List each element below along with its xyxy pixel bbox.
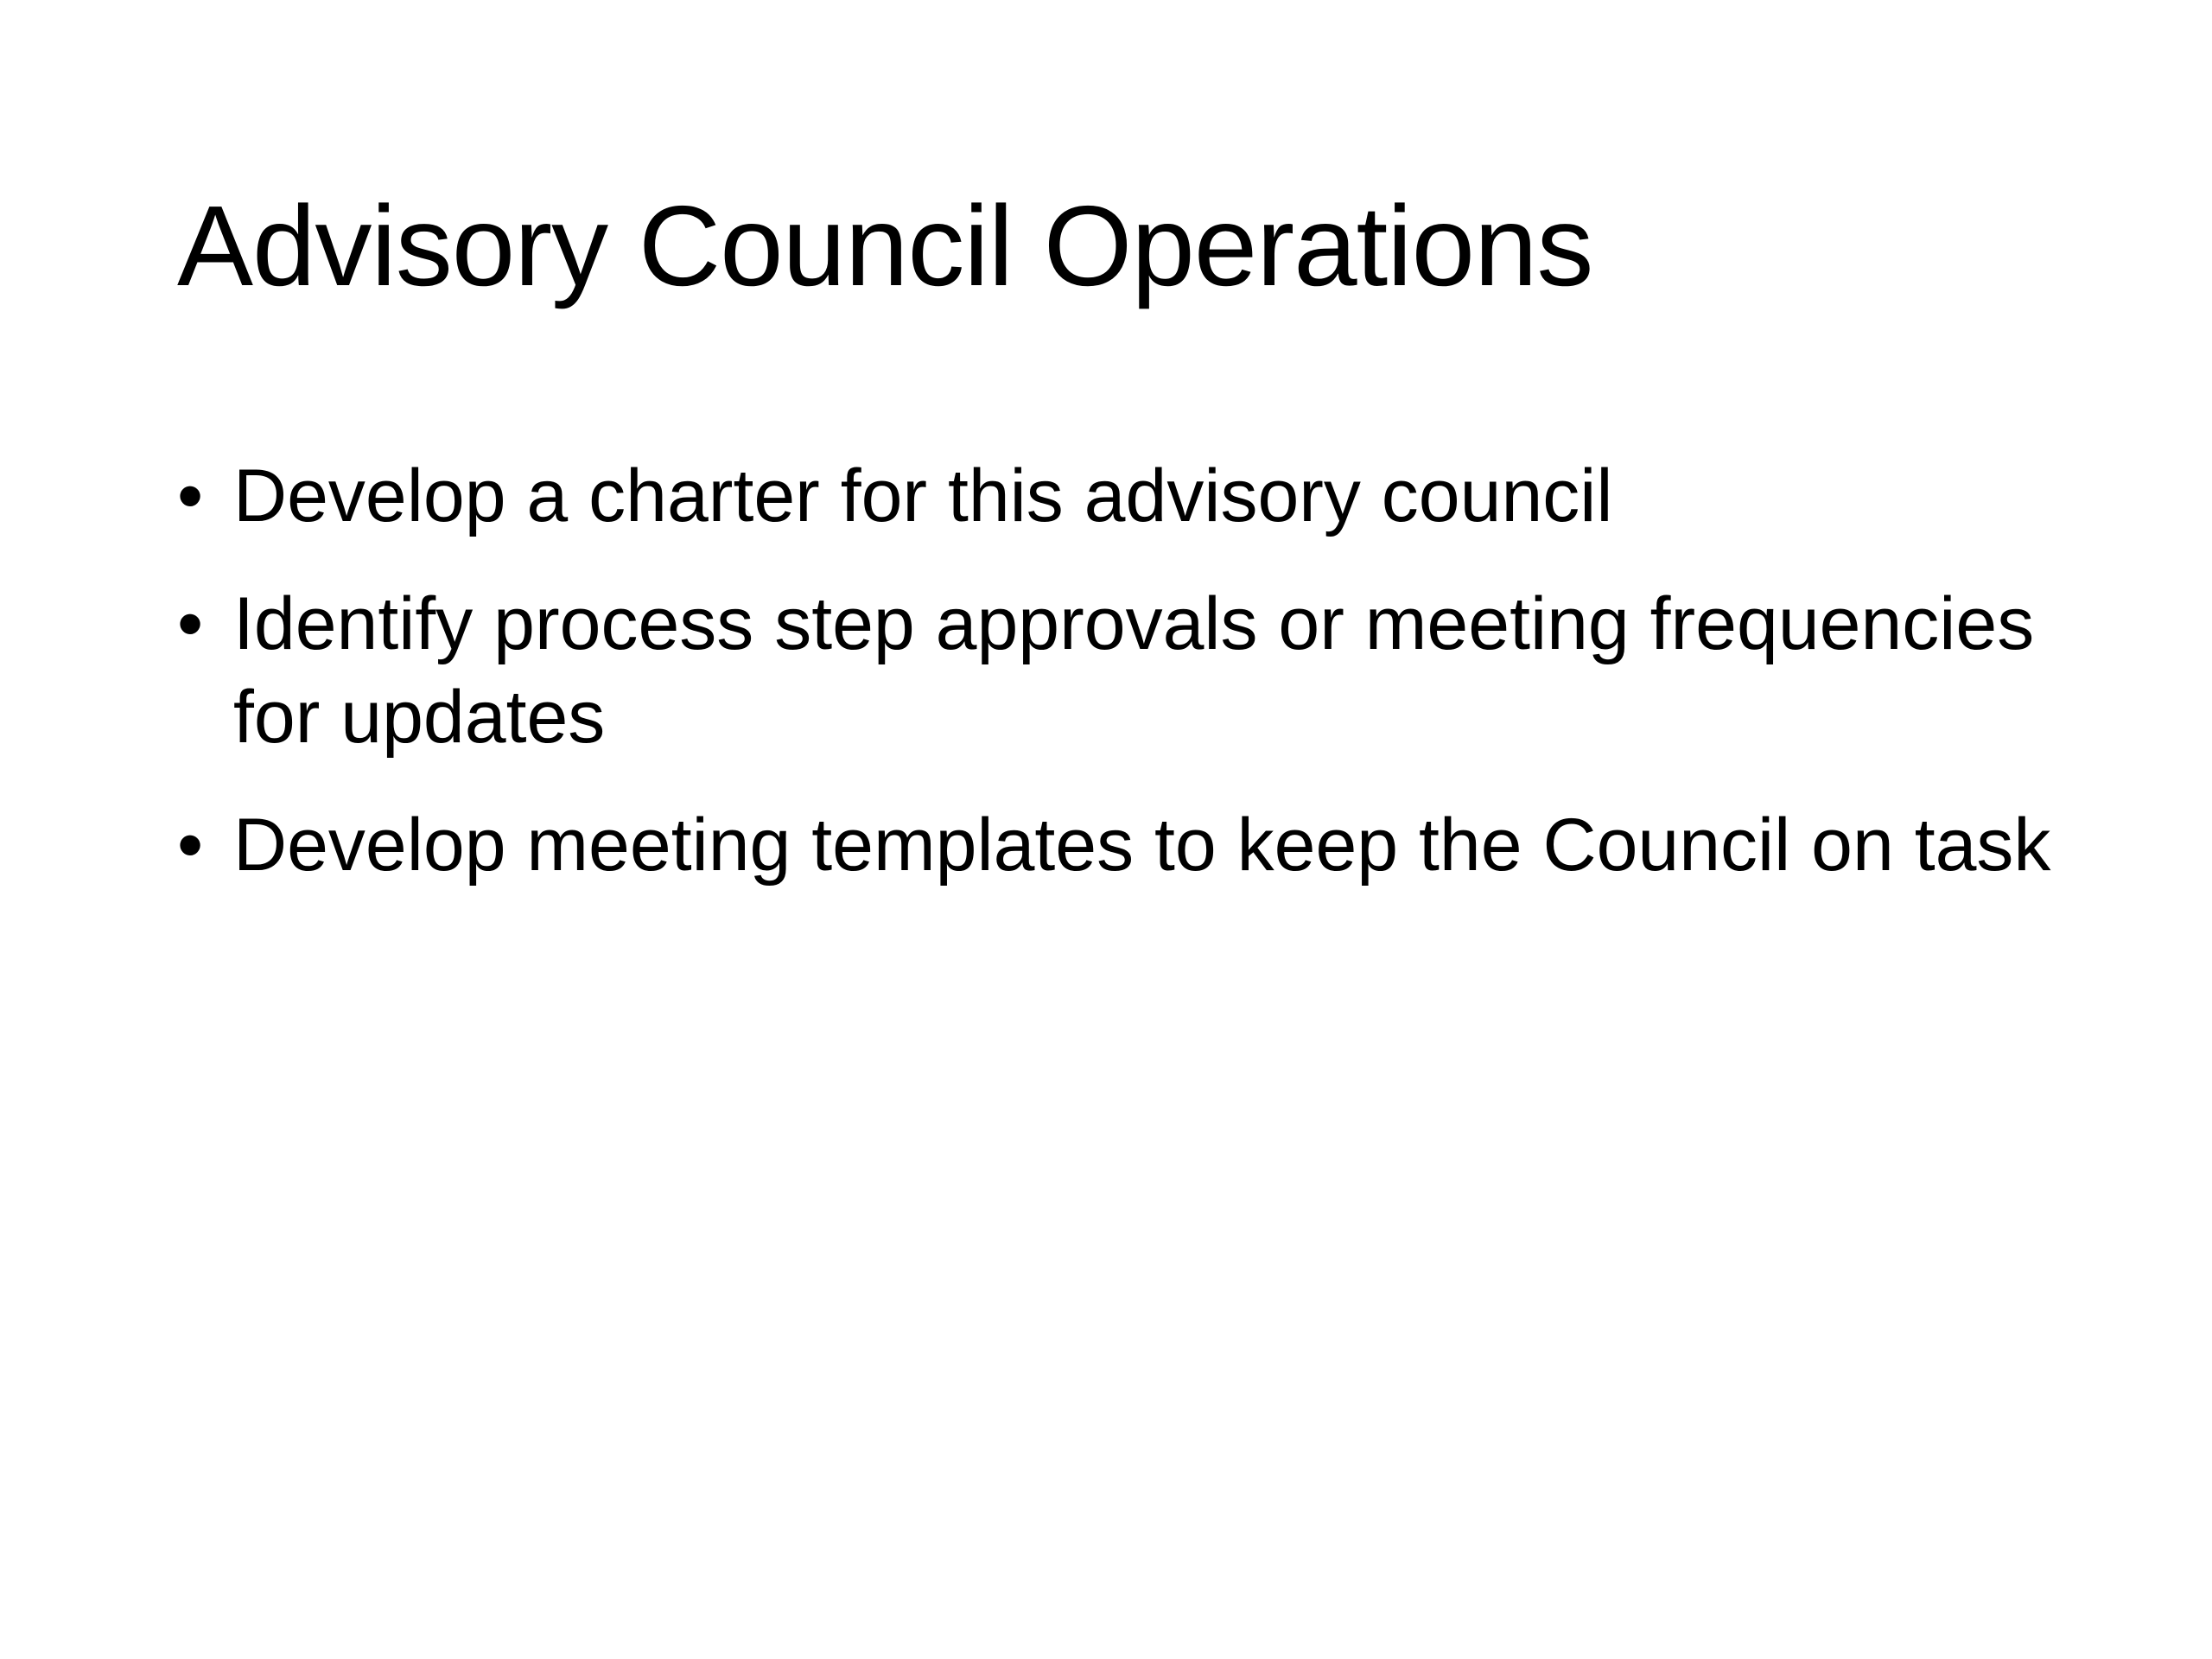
- bullet-item: [177, 449, 2061, 543]
- bullet-list: [177, 449, 2061, 926]
- slide-title: Advisory Council Operations: [177, 182, 1593, 309]
- bullet-item: [177, 577, 2061, 764]
- bullet-dot-icon: •: [177, 454, 204, 537]
- bullet-text: Identify process step approvals or meeting frequencies for updates: [233, 582, 2035, 759]
- bullet-dot-icon: •: [177, 582, 204, 665]
- bullet-text: Develop a charter for this advisory council: [233, 454, 1613, 537]
- bullet-text: Develop meeting templates to keep the Council on task: [233, 804, 2051, 887]
- bullet-dot-icon: •: [177, 804, 204, 887]
- bullet-item: [177, 798, 2061, 892]
